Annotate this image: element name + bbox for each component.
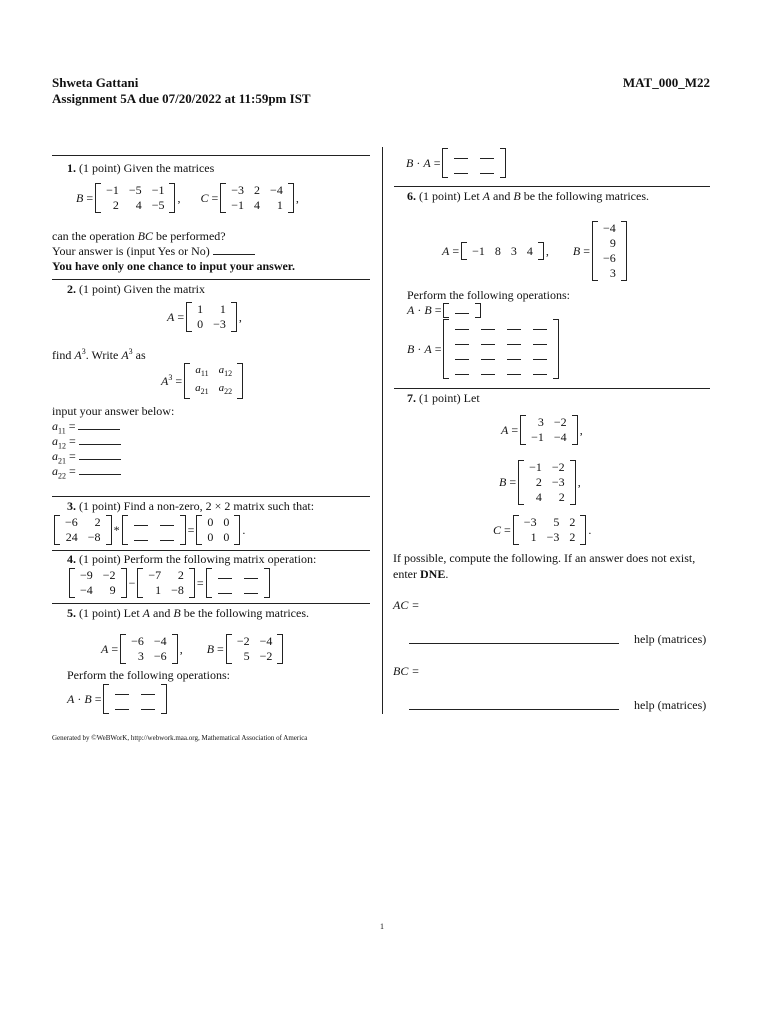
problem-1-question: can the operation BC be performed? xyxy=(52,229,226,243)
problem-7-B: B = −1 −2 2 −3 4 2 , xyxy=(499,459,581,504)
matrix-cell[interactable] xyxy=(154,515,180,530)
problem-divider xyxy=(52,496,370,497)
matrix-cell: −4 xyxy=(553,430,567,444)
answer-blank[interactable] xyxy=(455,336,469,345)
matrix-cell: 4 xyxy=(254,198,261,212)
problem-2-A3: $A^3$ = $a_{11}$ $a_{12}$ $a_{21}$ $a_{22}$ xyxy=(161,364,245,398)
matrix-cell[interactable] xyxy=(474,163,500,178)
BC-label: BC = xyxy=(393,664,420,678)
problem-divider xyxy=(52,279,370,280)
matrix-cell: 8 xyxy=(494,243,501,258)
assignment-title: Assignment 5A due 07/20/2022 at 11:59pm IST xyxy=(52,91,311,106)
answer-blank[interactable] xyxy=(79,464,121,475)
matrix-cell: −4 xyxy=(270,183,283,197)
matrix-entry-symbol: $a_{22}$ xyxy=(218,382,233,397)
matrix-zero xyxy=(196,515,240,545)
answer-blank[interactable] xyxy=(244,570,258,579)
answer-blank[interactable] xyxy=(481,366,495,375)
answer-blank[interactable] xyxy=(78,419,120,430)
problem-1-answer-row: Your answer is (input Yes or No) xyxy=(52,244,255,259)
matrix-cell: 0 xyxy=(223,515,230,529)
problem-7-instruction: If possible, compute the following. If an answer does not exist, xyxy=(393,551,696,565)
matrix-cell: −5 xyxy=(128,183,142,197)
matrix-cell: 5 xyxy=(553,515,560,529)
matrix-cell: 2 xyxy=(569,515,576,529)
matrix-M1 xyxy=(69,568,127,598)
course-code: MAT_000_M22 xyxy=(622,75,710,90)
matrix-cell: −1 xyxy=(529,459,542,474)
matrix-cell: −4 xyxy=(603,221,616,235)
matrix-cell: 2 xyxy=(94,515,101,529)
matrix-cell[interactable] xyxy=(449,303,475,318)
matrix-cell: −2 xyxy=(236,634,250,648)
matrix-cell: 0 xyxy=(207,515,214,529)
answer-blank[interactable] xyxy=(507,366,521,375)
answer-blank[interactable] xyxy=(244,585,258,594)
matrix-cell: 2 xyxy=(558,489,565,504)
AC-help-link[interactable]: help (matrices) xyxy=(634,632,707,646)
matrix-B xyxy=(518,460,576,505)
problem-divider xyxy=(394,186,710,187)
problem-2-answers xyxy=(52,419,121,479)
matrix-cell: −1 xyxy=(231,198,245,212)
matrix-cell: 0 xyxy=(223,530,230,544)
answer-blank[interactable] xyxy=(507,336,521,345)
problem-3-equation: −6 2 24 −8 * = 0 0 0 0 . xyxy=(52,513,245,547)
matrix-cell: −6 xyxy=(153,649,167,663)
matrix-cell[interactable] xyxy=(448,163,474,178)
matrix-cell: −3 xyxy=(213,317,226,331)
matrix-B xyxy=(592,221,627,281)
problem-divider xyxy=(394,388,710,389)
matrix-cell: 2 xyxy=(569,530,576,544)
answer-blank[interactable] xyxy=(481,351,495,360)
matrix-M xyxy=(54,515,112,545)
matrix-cell: −6 xyxy=(131,634,144,648)
problem-6-heading: 6. (1 point) Let A and B be the following matrices. xyxy=(407,189,649,203)
matrix-A xyxy=(120,634,178,664)
problem-4-heading: 4. (1 point) Perform the following matrix operation: xyxy=(67,552,317,566)
matrix-cell: −7 xyxy=(148,568,162,582)
matrix-cell[interactable] xyxy=(527,334,553,349)
matrix-cell: 4 xyxy=(535,489,542,504)
matrix-cell[interactable] xyxy=(449,319,475,334)
answer-blank[interactable] xyxy=(213,244,255,255)
matrix-cell: 1 xyxy=(219,302,226,316)
answer-blank[interactable] xyxy=(141,701,155,710)
matrix-A xyxy=(186,302,237,332)
problem-3-heading: 3. (1 point) Find a non-zero, 2 × 2 matrix such that: xyxy=(67,499,315,513)
matrix-entry-symbol: $a_{12}$ xyxy=(218,363,233,378)
answer-row xyxy=(52,449,121,464)
matrix-cell[interactable] xyxy=(135,699,161,714)
answer-blank[interactable] xyxy=(533,321,547,330)
answer-blank[interactable] xyxy=(141,686,155,695)
matrix-cell[interactable] xyxy=(128,530,154,545)
problem-divider xyxy=(52,155,370,156)
matrix-cell: 3 xyxy=(609,266,616,280)
matrix-cell: 3 xyxy=(137,649,144,663)
problem-5-AB: A · B = xyxy=(67,682,169,716)
answer-blank[interactable] xyxy=(218,585,232,594)
matrix-cell: −2 xyxy=(551,459,565,474)
matrix-cell: 1 xyxy=(155,583,162,597)
matrix-cell[interactable] xyxy=(474,148,500,163)
answer-blank[interactable] xyxy=(455,366,469,375)
answer-matrix[interactable] xyxy=(122,515,186,545)
answer-blank[interactable] xyxy=(455,305,469,314)
answer-blank[interactable] xyxy=(507,321,521,330)
matrix-cell: −3 xyxy=(546,530,560,544)
matrix-cell: 4 xyxy=(135,198,142,212)
answer-blank[interactable] xyxy=(134,517,148,526)
answer-blank[interactable] xyxy=(480,165,494,174)
problem-divider xyxy=(52,603,370,604)
answer-blank[interactable] xyxy=(115,686,129,695)
matrix-entry-symbol: $a_{21}$ xyxy=(195,382,209,397)
matrix-C xyxy=(513,515,587,545)
problem-1-heading: 1. (1 point) Given the matrices xyxy=(67,161,215,175)
matrix-cell: −3 xyxy=(551,474,565,489)
problem-4-equation: −9 −2 −4 9 − −7 2 1 −8 = xyxy=(67,566,272,600)
matrix-cell[interactable] xyxy=(527,319,553,334)
matrix-cell[interactable] xyxy=(449,349,475,364)
matrix-cell: 24 xyxy=(65,530,78,544)
matrix-cell[interactable] xyxy=(475,334,501,349)
problem-6-matrices: A = −1 8 3 4 , B = −4 9 −6 3 xyxy=(442,220,629,282)
matrix-cell: 2 xyxy=(254,183,261,197)
matrix-cell: −1 xyxy=(472,243,485,258)
matrix-cell: −3 xyxy=(523,515,537,529)
problem-1-matrices: B = −1 −5 −1 2 4 −5 , C = −3 2 −4 −1 4 1 , xyxy=(76,183,299,212)
matrix-cell: 1 xyxy=(530,530,537,544)
answer-blank[interactable] xyxy=(218,570,232,579)
matrix-cell[interactable] xyxy=(238,583,264,598)
matrix-cell[interactable] xyxy=(475,364,501,379)
matrix-cell: −2 xyxy=(102,568,116,582)
matrix-cell[interactable] xyxy=(128,515,154,530)
answer-label: $a_{22}$ = xyxy=(52,464,76,481)
problem-5-BA: B · A = xyxy=(406,146,508,180)
answer-blank[interactable] xyxy=(134,532,148,541)
problem-6-perform: Perform the following operations: xyxy=(407,288,570,302)
matrix-cell[interactable] xyxy=(154,530,180,545)
problem-2-heading: 2. (1 point) Given the matrix xyxy=(67,282,205,296)
matrix-A3 xyxy=(184,363,243,399)
answer-label: $a_{12}$ = xyxy=(52,434,76,451)
problem-7-A: A = 3 −2 −1 −4 , xyxy=(501,415,583,444)
answer-row xyxy=(52,419,121,434)
answer-blank[interactable] xyxy=(455,351,469,360)
matrix-cell: 3 xyxy=(537,415,544,429)
matrix-cell: 4 xyxy=(526,243,533,258)
answer-blank[interactable] xyxy=(79,434,121,445)
matrix-cell[interactable] xyxy=(527,349,553,364)
matrix-B xyxy=(95,183,175,213)
column-divider xyxy=(382,147,383,714)
matrix-cell: −6 xyxy=(603,251,616,265)
matrix-cell: −2 xyxy=(259,649,273,663)
BC-help-link[interactable]: help (matrices) xyxy=(634,698,707,712)
matrix-cell: 3 xyxy=(510,243,517,258)
answer-blank[interactable] xyxy=(481,336,495,345)
problem-1-note: You have only one chance to input your answer. xyxy=(52,259,296,273)
student-name: Shweta Gattani xyxy=(52,75,139,90)
matrix-M2 xyxy=(137,568,195,598)
answer-matrix[interactable] xyxy=(206,568,270,598)
matrix-cell[interactable] xyxy=(475,319,501,334)
answer-blank[interactable] xyxy=(115,701,129,710)
matrix-cell: −4 xyxy=(259,634,273,648)
matrix-cell: 2 xyxy=(535,474,542,489)
matrix-cell[interactable] xyxy=(501,349,527,364)
matrix-cell: −2 xyxy=(553,415,567,429)
matrix-cell[interactable] xyxy=(448,148,474,163)
matrix-cell: 2 xyxy=(112,198,119,212)
matrix-cell: 1 xyxy=(197,302,204,316)
answer-blank[interactable] xyxy=(454,150,468,159)
problem-5-perform: Perform the following operations: xyxy=(67,668,230,682)
problem-5-matrices: A = −6 −4 3 −6 , B = −2 −4 5 −2 xyxy=(101,632,285,666)
matrix-cell[interactable] xyxy=(238,568,264,583)
problem-6-AB: A · B = xyxy=(407,302,483,318)
BC-answer-field[interactable] xyxy=(409,709,619,710)
matrix-cell: −4 xyxy=(153,634,167,648)
answer-blank[interactable] xyxy=(160,517,174,526)
answer-blank[interactable] xyxy=(507,351,521,360)
answer-blank[interactable] xyxy=(480,150,494,159)
AC-label: AC = xyxy=(393,598,420,612)
matrix-cell: −3 xyxy=(231,183,245,197)
matrix-cell[interactable] xyxy=(501,364,527,379)
answer-blank[interactable] xyxy=(533,366,547,375)
matrix-entry-symbol: $a_{11}$ xyxy=(195,363,209,378)
matrix-cell: −1 xyxy=(531,430,544,444)
answer-blank[interactable] xyxy=(481,321,495,330)
problem-divider xyxy=(52,550,370,551)
matrix-cell: 5 xyxy=(243,649,250,663)
matrix-cell[interactable] xyxy=(527,364,553,379)
problem-2-find: find $A^3$. Write $A^3$ as xyxy=(52,347,146,362)
answer-blank[interactable] xyxy=(533,336,547,345)
answer-blank[interactable] xyxy=(454,165,468,174)
answer-matrix-BA[interactable] xyxy=(443,319,559,379)
matrix-cell[interactable] xyxy=(449,364,475,379)
matrix-cell[interactable] xyxy=(501,319,527,334)
matrix-cell: −4 xyxy=(80,583,93,597)
problem-6-BA: B · A = xyxy=(407,318,561,380)
problem-7-dne-line: enter DNE. xyxy=(393,567,449,581)
problem-2-matrix: A = 1 1 0 −3 , xyxy=(167,302,242,331)
answer-blank[interactable] xyxy=(79,449,121,460)
answer-label: $a_{21}$ = xyxy=(52,449,76,466)
problem-7-heading: 7. (1 point) Let xyxy=(407,391,480,405)
answer-blank[interactable] xyxy=(455,321,469,330)
matrix-cell[interactable] xyxy=(475,349,501,364)
answer-matrix-AB[interactable] xyxy=(103,684,167,714)
matrix-cell[interactable] xyxy=(449,334,475,349)
matrix-cell[interactable] xyxy=(109,684,135,699)
footer-generated: Generated by ©WeBWorK, http://webwork.maa.org, Mathematical Association of America xyxy=(52,734,308,742)
answer-row xyxy=(52,464,121,479)
matrix-A xyxy=(520,415,578,445)
matrix-cell: −1 xyxy=(151,183,165,197)
matrix-cell: −5 xyxy=(151,198,165,212)
answer-blank[interactable] xyxy=(533,351,547,360)
answer-blank[interactable] xyxy=(160,532,174,541)
matrix-cell: −9 xyxy=(80,568,93,582)
matrix-cell: 9 xyxy=(109,583,116,597)
problem-5-heading: 5. (1 point) Let A and B be the following matrices. xyxy=(67,606,309,620)
matrix-cell: 2 xyxy=(177,568,184,582)
matrix-cell[interactable] xyxy=(501,334,527,349)
answer-matrix-BA[interactable] xyxy=(442,148,506,178)
matrix-cell: 1 xyxy=(276,198,283,212)
page-number: 1 xyxy=(380,922,384,931)
matrix-cell[interactable] xyxy=(109,699,135,714)
AC-answer-field[interactable] xyxy=(409,643,619,644)
problem-2-input-text: input your answer below: xyxy=(52,404,175,418)
matrix-cell: 9 xyxy=(609,236,616,250)
answer-matrix-AB[interactable] xyxy=(443,303,481,318)
answer-row xyxy=(52,434,121,449)
matrix-cell: −8 xyxy=(171,583,184,597)
matrix-B xyxy=(226,634,284,664)
matrix-cell: 0 xyxy=(207,530,214,544)
matrix-C xyxy=(220,183,294,213)
matrix-cell[interactable] xyxy=(212,568,238,583)
matrix-A xyxy=(461,242,544,260)
matrix-cell: −1 xyxy=(106,183,119,197)
matrix-cell: −8 xyxy=(87,530,101,544)
matrix-cell[interactable] xyxy=(212,583,238,598)
matrix-cell[interactable] xyxy=(135,684,161,699)
answer-label: $a_{11}$ = xyxy=(52,419,76,436)
problem-7-C: C = −3 5 2 1 −3 2 . xyxy=(493,515,592,544)
matrix-cell: −6 xyxy=(65,515,78,529)
matrix-cell: 0 xyxy=(197,317,204,331)
